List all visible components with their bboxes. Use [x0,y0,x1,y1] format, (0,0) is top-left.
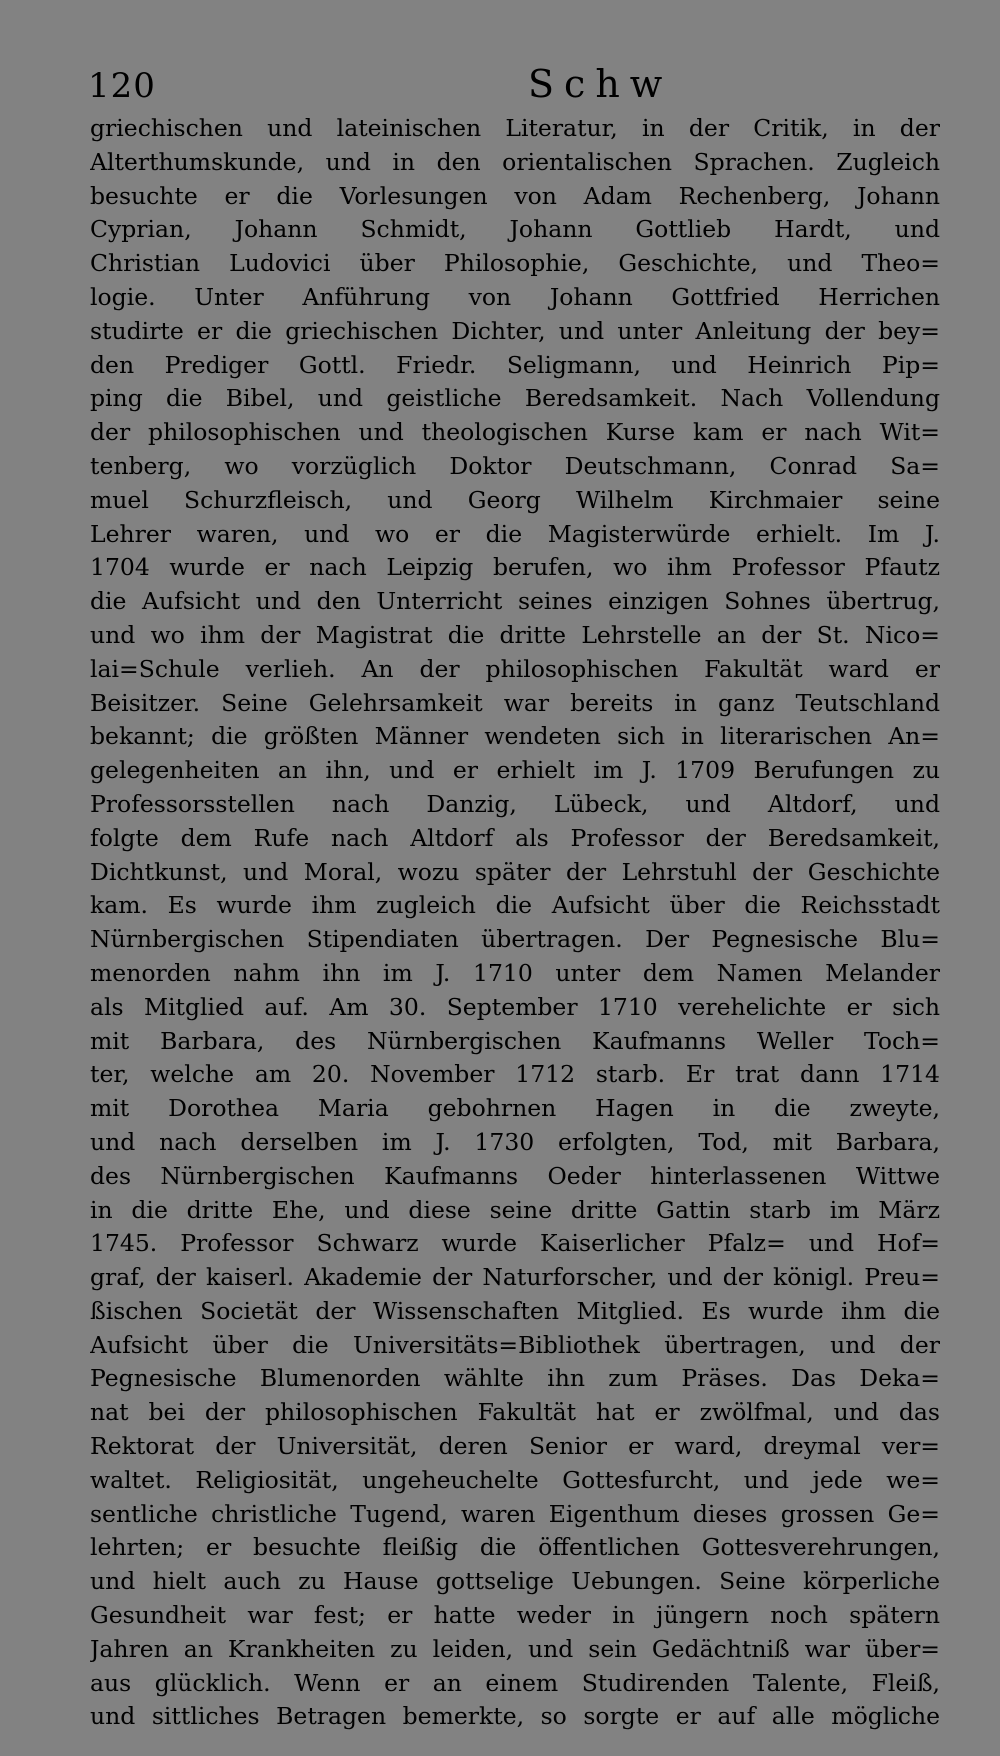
text-line: lai=Schule verlieh. An der philosophischen Fakultät ward er [90,654,940,683]
text-line: ping die Bibel, und geistliche Beredsamkeit. Nach Vollendung [90,384,940,413]
page-number: 120 [88,66,156,106]
text-line: besuchte er die Vorlesungen von Adam Rechenberg, Johann [90,181,940,210]
text-line: Christian Ludovici über Philosophie, Geschichte, und Theo= [90,249,940,278]
text-line: Dichtkunst, und Moral, wozu später der Lehrstuhl der Geschichte [90,857,940,886]
running-head: Schw [528,62,673,106]
text-line: Nürnbergischen Stipendiaten übertragen. Der Pegnesische Blu= [90,925,940,954]
text-line: muel Schurzfleisch, und Georg Wilhelm Kirchmaier seine [90,485,940,514]
text-line: Beisitzer. Seine Gelehrsamkeit war bereits in ganz Teutschland [90,688,940,717]
text-line: nat bei der philosophischen Fakultät hat er zwölfmal, und das [90,1398,940,1427]
body-text [90,112,940,1734]
text-line: bekannt; die größten Männer wendeten sich in literarischen An= [90,722,940,751]
text-line: ter, welche am 20. November 1712 starb. Er trat dann 1714 [90,1060,940,1089]
text-line: folgte dem Rufe nach Altdorf als Professor der Beredsamkeit, [90,823,940,852]
text-line: Alterthumskunde, und in den orientalischen Sprachen. Zugleich [90,147,940,176]
text-line: 1704 wurde er nach Leipzig berufen, wo ihm Professor Pfautz [90,553,940,582]
text-line: menorden nahm ihn im J. 1710 unter dem Namen Melander [90,958,940,987]
text-line: logie. Unter Anführung von Johann Gottfried Herrichen [90,282,940,311]
text-line: der philosophischen und theologischen Kurse kam er nach Wit= [90,418,940,447]
text-line: Professorsstellen nach Danzig, Lübeck, und Altdorf, und [90,789,940,818]
text-line: ßischen Societät der Wissenschaften Mitglied. Es wurde ihm die [90,1296,940,1325]
text-line: als Mitglied auf. Am 30. September 1710 verehelichte er sich [90,992,940,1021]
text-line: Cyprian, Johann Schmidt, Johann Gottlieb Hardt, und [90,215,940,244]
text-line: Lehrer waren, und wo er die Magisterwürde erhielt. Im J. [90,519,940,548]
text-line: und nach derselben im J. 1730 erfolgten, Tod, mit Barbara, [90,1127,940,1156]
text-line: und wo ihm der Magistrat die dritte Lehrstelle an der St. Nico= [90,620,940,649]
text-line: in die dritte Ehe, und diese seine dritte Gattin starb im März [90,1195,940,1224]
text-line: kam. Es wurde ihm zugleich die Aufsicht über die Reichsstadt [90,891,940,920]
text-line: lehrten; er besuchte fleißig die öffentlichen Gottesverehrungen, [90,1533,940,1562]
text-line: graf, der kaiserl. Akademie der Naturforscher, und der königl. Preu= [90,1263,940,1292]
text-line: Rektorat der Universität, deren Senior er ward, dreymal ver= [90,1432,940,1461]
text-line: griechischen und lateinischen Literatur, in der Critik, in der [90,114,940,142]
page-header [88,62,958,112]
text-line: die Aufsicht und den Unterricht seines einzigen Sohnes übertrug, [90,587,940,616]
text-line: 1745. Professor Schwarz wurde Kaiserlicher Pfalz= und Hof= [90,1229,940,1258]
text-line: gelegenheiten an ihn, und er erhielt im J. 1709 Berufungen zu [90,756,940,785]
text-line: studirte er die griechischen Dichter, und unter Anleitung der bey= [90,316,940,345]
text-line: und sittliches Betragen bemerkte, so sorgte er auf alle mögliche [90,1702,940,1731]
text-line: und hielt auch zu Hause gottselige Uebungen. Seine körperliche [90,1567,940,1596]
text-line: waltet. Religiosität, ungeheuchelte Gottesfurcht, und jede we= [90,1465,940,1494]
text-line: Jahren an Krankheiten zu leiden, und sein Gedächtniß war über= [90,1634,940,1663]
text-line: tenberg, wo vorzüglich Doktor Deutschmann, Conrad Sa= [90,451,940,480]
text-line: Gesundheit war fest; er hatte weder in jüngern noch spätern [90,1601,940,1630]
text-line: des Nürnbergischen Kaufmanns Oeder hinterlassenen Wittwe [90,1161,940,1190]
text-line: mit Barbara, des Nürnbergischen Kaufmanns Weller Toch= [90,1026,940,1055]
text-line: Aufsicht über die Universitäts=Bibliothek übertragen, und der [90,1330,940,1359]
text-line: aus glücklich. Wenn er an einem Studirenden Talente, Fleiß, [90,1668,940,1697]
text-line: mit Dorothea Maria gebohrnen Hagen in die zweyte, [90,1094,940,1123]
text-line: sentliche christliche Tugend, waren Eigenthum dieses grossen Ge= [90,1499,940,1528]
text-line: Pegnesische Blumenorden wählte ihn zum Präses. Das Deka= [90,1364,940,1393]
text-line: den Prediger Gottl. Friedr. Seligmann, und Heinrich Pip= [90,350,940,379]
